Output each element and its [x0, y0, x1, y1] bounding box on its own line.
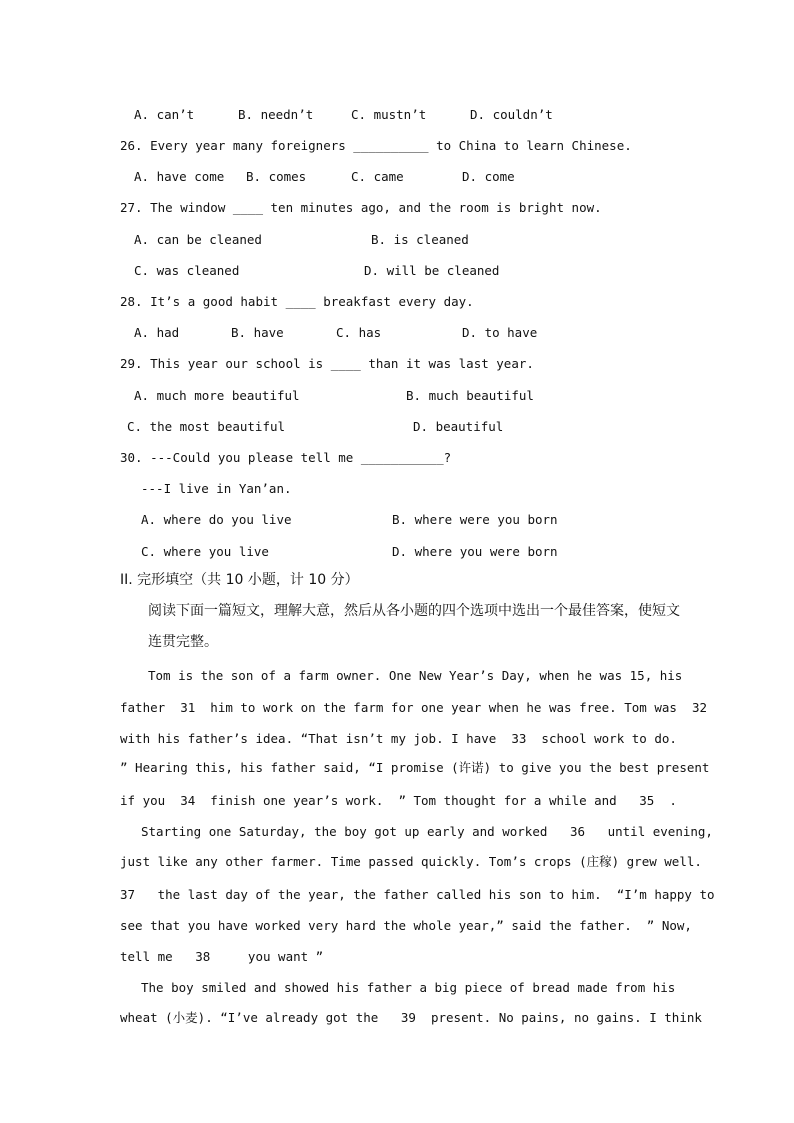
q28-option-c: C. has [336, 325, 382, 340]
passage-line-2: father 31 him to work on the farm for one year when he was free. Tom was 32 [120, 700, 707, 715]
q26-option-a: A. have come [134, 169, 225, 184]
q29-option-c: C. the most beautiful [127, 419, 286, 434]
q27-option-d: D. will be cleaned [364, 263, 500, 278]
q30-option-d: D. where you were born [392, 544, 558, 559]
passage-line-5: if you 34 finish one year’s work. ” Tom thought for a while and 35 . [120, 793, 677, 808]
passage-line-9: see that you have worked very hard the whole year,” said the father. ” Now, [120, 918, 692, 933]
passage-line-12: wheat (小麦). “I’ve already got the 39 present. No pains, no gains. I think [120, 1010, 702, 1025]
passage-line-10: tell me 38 you want ” [120, 949, 324, 964]
q30-option-b: B. where were you born [392, 512, 558, 527]
passage-line-1: Tom is the son of a farm owner. One New Year’s Day, when he was 15, his [148, 668, 683, 683]
q25-option-d: D. couldn’t [470, 107, 553, 122]
q29-option-a: A. much more beautiful [134, 388, 300, 403]
passage-line-4: ” Hearing this, his father said, “I promise (许诺) to give you the best present [120, 760, 710, 775]
q26-option-c: C. came [351, 169, 404, 184]
q30-stem: 30. ---Could you please tell me ___________? [120, 450, 452, 465]
passage-line-3: with his father’s idea. “That isn’t my job. I have 33 school work to do. [120, 731, 677, 746]
q28-option-a: A. had [134, 325, 180, 340]
section-instruction: 阅读下面一篇短文，理解大意，然后从各小题的四个选项中选出一个最佳答案，使短文 [148, 603, 680, 619]
q30-option-a: A. where do you live [141, 512, 292, 527]
q26-stem: 26. Every year many foreigners __________ to China to learn Chinese. [120, 138, 632, 153]
q26-option-b: B. comes [246, 169, 307, 184]
q28-stem: 28. It’s a good habit ____ breakfast every day. [120, 294, 474, 309]
q25-option-c: C. mustn’t [351, 107, 427, 122]
q27-option-b: B. is cleaned [371, 232, 469, 247]
q28-option-d: D. to have [462, 325, 538, 340]
q26-option-d: D. come [462, 169, 515, 184]
q29-option-d: D. beautiful [413, 419, 504, 434]
q30-reply: ---I live in Yan’an. [141, 481, 292, 496]
passage-line-11: The boy smiled and showed his father a big piece of bread made from his [141, 980, 676, 995]
q25-option-a: A. can’t [134, 107, 195, 122]
section-heading: II. 完形填空（共 10 小题，计 10 分） [120, 572, 359, 588]
q27-stem: 27. The window ____ ten minutes ago, and the room is bright now. [120, 200, 602, 215]
passage-line-6: Starting one Saturday, the boy got up early and worked 36 until evening, [141, 824, 713, 839]
q28-option-b: B. have [231, 325, 284, 340]
passage-line-7: just like any other farmer. Time passed quickly. Tom’s crops (庄稼) grew well. [120, 854, 702, 869]
passage-line-8: 37 the last day of the year, the father called his son to him. “I’m happy to [120, 887, 715, 902]
q29-option-b: B. much beautiful [406, 388, 534, 403]
q25-option-b: B. needn’t [238, 107, 314, 122]
q29-stem: 29. This year our school is ____ than it was last year. [120, 356, 534, 371]
q27-option-a: A. can be cleaned [134, 232, 262, 247]
section-instruction-continued: 连贯完整。 [148, 634, 218, 650]
q27-option-c: C. was cleaned [134, 263, 240, 278]
q30-option-c: C. where you live [141, 544, 269, 559]
